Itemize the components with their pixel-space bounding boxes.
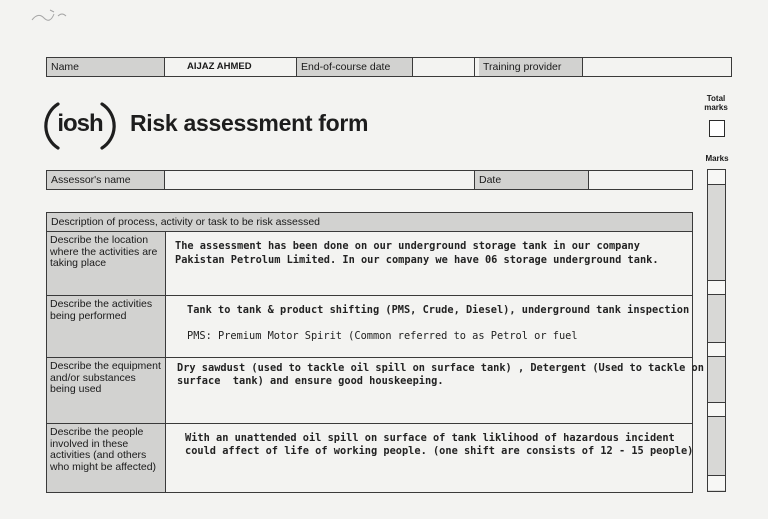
- row-answer[interactable]: [167, 424, 692, 492]
- marks-column: [707, 169, 726, 492]
- table-row: [47, 358, 704, 424]
- assessors-name-field[interactable]: [165, 171, 475, 189]
- mark-box[interactable]: [708, 402, 725, 417]
- marks-label: Marks: [705, 154, 729, 163]
- table-row: [47, 424, 692, 492]
- date-field[interactable]: [589, 171, 692, 189]
- pencil-scribble: [28, 6, 78, 30]
- answer-line: The assessment has been done on our underground storage tank in our company: [175, 240, 640, 252]
- answer-line: Dry sawdust (used to tackle oil spill on surface tank) , Detergent (Used to tackle on: [177, 362, 704, 374]
- mark-box[interactable]: [708, 170, 725, 185]
- answer-line: With an unattended oil spill on surface of tank liklihood of hazardous incident: [185, 432, 675, 444]
- name-label: Name: [47, 58, 165, 76]
- row-label: Describe the location where the activities are taking place: [47, 232, 166, 295]
- page-title: Risk assessment form: [130, 110, 369, 136]
- row-label: Describe the people involved in these activities (and others who might be affected): [47, 424, 166, 492]
- table-row: [47, 296, 692, 358]
- header-row: [46, 57, 732, 77]
- table-header: Description of process, activity or task to be risk assessed: [47, 213, 692, 232]
- training-provider-label: Training provider: [479, 58, 583, 76]
- assessor-row: [46, 170, 693, 190]
- iosh-logo-text: iosh: [57, 110, 103, 137]
- answer-line: PMS: Premium Motor Spirit (Common referred to as Petrol or fuel: [187, 330, 578, 342]
- mark-box[interactable]: [708, 475, 725, 490]
- total-marks-box[interactable]: [709, 120, 725, 137]
- row-answer[interactable]: [167, 232, 692, 295]
- end-of-course-date-field[interactable]: [413, 58, 475, 76]
- mark-box[interactable]: [708, 342, 725, 357]
- total-marks-label: Total marks: [704, 94, 728, 112]
- risk-description-table: [46, 212, 704, 493]
- training-provider-field[interactable]: [583, 58, 731, 76]
- iosh-logo: [44, 98, 116, 154]
- row-answer[interactable]: [167, 358, 704, 423]
- name-field[interactable]: AIJAZ AHMED: [165, 58, 297, 76]
- date-label: Date: [475, 171, 589, 189]
- row-label: Describe the equipment and/or substances being used: [47, 358, 166, 423]
- end-of-course-date-label: End-of-course date: [297, 58, 413, 76]
- answer-line: surface tank) and ensure good houskeeping.: [177, 375, 444, 387]
- row-label: Describe the activities being performed: [47, 296, 166, 357]
- row-answer[interactable]: [167, 296, 692, 357]
- answer-line: Pakistan Petrolum Limited. In our company we have 06 storage underground tank.: [175, 254, 659, 266]
- mark-box[interactable]: [708, 280, 725, 295]
- table-row: [47, 232, 692, 296]
- answer-line: could affect of life of working people. (one shift are consists of 12 - 15 people): [185, 445, 694, 457]
- answer-line: Tank to tank & product shifting (PMS, Crude, Diesel), underground tank inspection: [187, 304, 690, 316]
- assessors-name-label: Assessor's name: [47, 171, 165, 189]
